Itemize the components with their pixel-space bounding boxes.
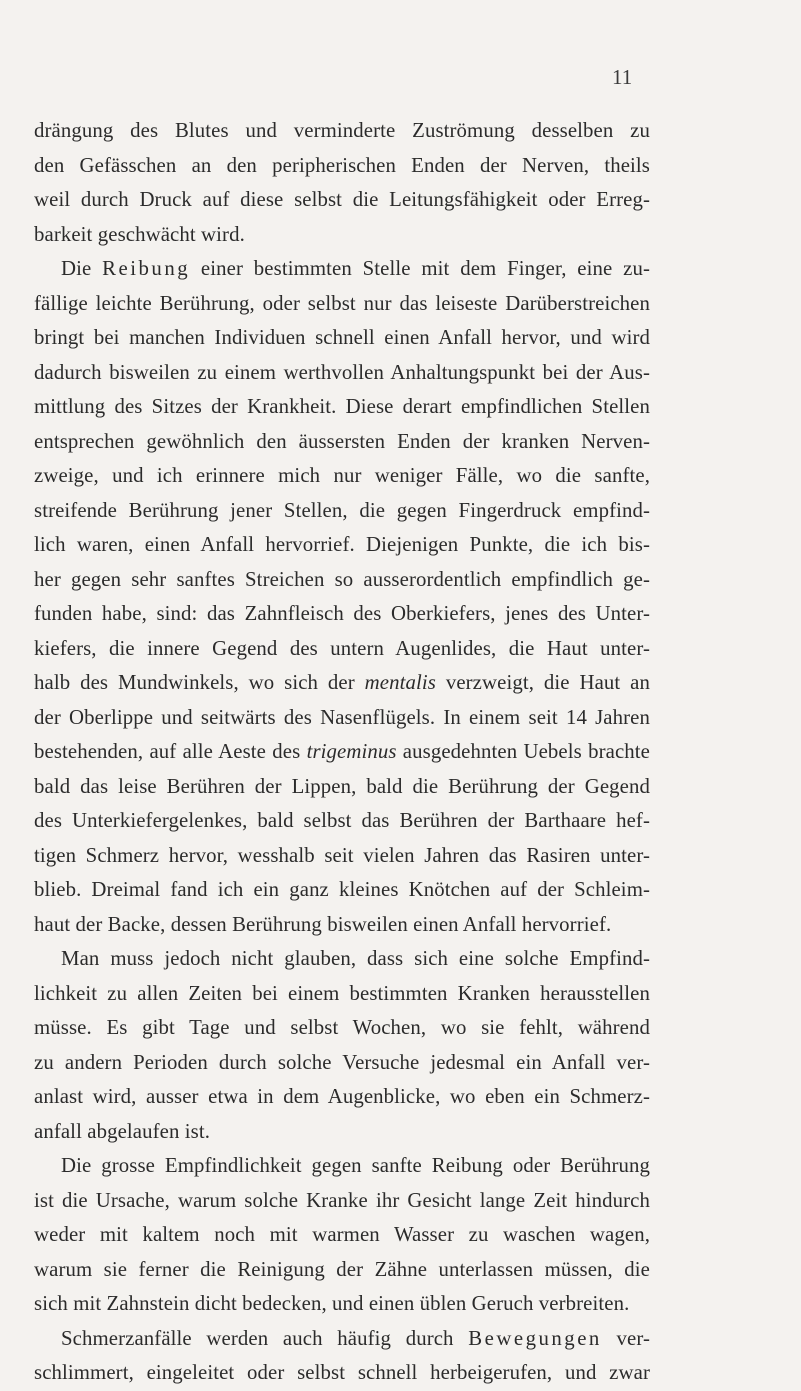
text-line: entsprechen gewöhnlich den äussersten Enden der kranken Nerven- — [34, 429, 650, 453]
text-line: bald das leise Berühren der Lippen, bald die Berührung der Gegend — [34, 774, 650, 798]
text-line: barkeit geschwächt wird. — [34, 222, 245, 246]
text-line: blieb. Dreimal fand ich ein ganz kleines Knötchen auf der Schleim- — [34, 878, 650, 901]
text-line: haut der Backe, dessen Berührung bisweilen einen Anfall hervorrief. — [34, 912, 612, 936]
text-line: Man muss jedoch nicht glauben, dass sich eine solche Empfind- — [61, 947, 650, 970]
text-line: lichkeit zu allen Zeiten bei einem bestimmten Kranken herausstellen — [34, 981, 650, 1005]
text-line: ist die Ursache, warum solche Kranke ihr Gesicht lange Zeit hindurch — [34, 1188, 650, 1212]
text-line: kiefers, die innere Gegend des untern Augenlides, die Haut unter- — [34, 636, 650, 660]
text-line: mittlung des Sitzes der Krankheit. Diese derart empfindlichen Stellen — [34, 395, 650, 418]
text-line: sich mit Zahnstein dicht bedecken, und einen üblen Geruch verbreiten. — [34, 1292, 630, 1315]
text-line: her gegen sehr sanftes Streichen so ausserordentlich empfindlich ge- — [34, 567, 650, 591]
text-line: dadurch bisweilen zu einem werthvollen Anhaltungspunkt bei der Aus- — [34, 360, 650, 384]
text-line: Die Reibung einer bestimmten Stelle mit dem Finger, eine zu- — [61, 257, 650, 280]
text-line: anfall abgelaufen ist. — [34, 1119, 211, 1143]
text-line: weil durch Druck auf diese selbst die Leitungsfähigkeit oder Erreg- — [34, 188, 650, 211]
text-line: müsse. Es gibt Tage und selbst Wochen, wo sie fehlt, während — [34, 1016, 650, 1039]
text-line: tigen Schmerz hervor, wesshalb seit vielen Jahren das Rasiren unter- — [34, 843, 650, 867]
text-line: Schmerzanfälle werden auch häufig durch Bewegungen ver- — [61, 1326, 650, 1350]
text-line: streifende Berührung jener Stellen, die gegen Fingerdruck empfind- — [34, 498, 650, 522]
emphasis-term: Reibung — [102, 257, 191, 280]
emphasis-term: Bewegungen — [468, 1326, 602, 1350]
text-line: warum sie ferner die Reinigung der Zähne unterlassen müssen, die — [34, 1257, 650, 1281]
text-line: drängung des Blutes und verminderte Zuströmung desselben zu — [34, 119, 650, 142]
text-line: bestehenden, auf alle Aeste des trigeminus ausgedehnten Uebels brachte — [34, 740, 650, 763]
text-line: den Gefässchen an den peripherischen Enden der Nerven, theils — [34, 153, 650, 177]
page-number: 11 — [612, 65, 633, 89]
text-line: fällige leichte Berührung, oder selbst nur das leiseste Darüberstreichen — [34, 291, 650, 315]
text-line: zweige, und ich erinnere mich nur weniger Fälle, wo die sanfte, — [34, 464, 650, 487]
latin-term: mentalis — [364, 671, 436, 694]
text-line: lich waren, einen Anfall hervorrief. Diejenigen Punkte, die ich bis- — [34, 533, 650, 556]
text-line: weder mit kaltem noch mit warmen Wasser zu waschen wagen, — [34, 1223, 650, 1246]
text-line: anlast wird, ausser etwa in dem Augenblicke, wo eben ein Schmerz- — [34, 1085, 650, 1108]
text-line: halb des Mundwinkels, wo sich der mentalis verzweigt, die Haut an — [34, 671, 650, 694]
text-line: zu andern Perioden durch solche Versuche jedesmal ein Anfall ver- — [34, 1050, 650, 1074]
text-line: schlimmert, eingeleitet oder selbst schnell herbeigerufen, und zwar — [34, 1361, 650, 1384]
text-line: bringt bei manchen Individuen schnell einen Anfall hervor, und wird — [34, 326, 650, 349]
body-text — [34, 114, 650, 1391]
text-line: Die grosse Empfindlichkeit gegen sanfte Reibung oder Berührung — [61, 1154, 650, 1177]
latin-term: trigeminus — [306, 740, 397, 763]
text-line: funden habe, sind: das Zahnfleisch des Oberkiefers, jenes des Unter- — [34, 602, 650, 625]
text-line: der Oberlippe und seitwärts des Nasenflügels. In einem seit 14 Jahren — [34, 705, 650, 729]
text-line: des Unterkiefergelenkes, bald selbst das Berühren der Barthaare hef- — [34, 809, 650, 832]
